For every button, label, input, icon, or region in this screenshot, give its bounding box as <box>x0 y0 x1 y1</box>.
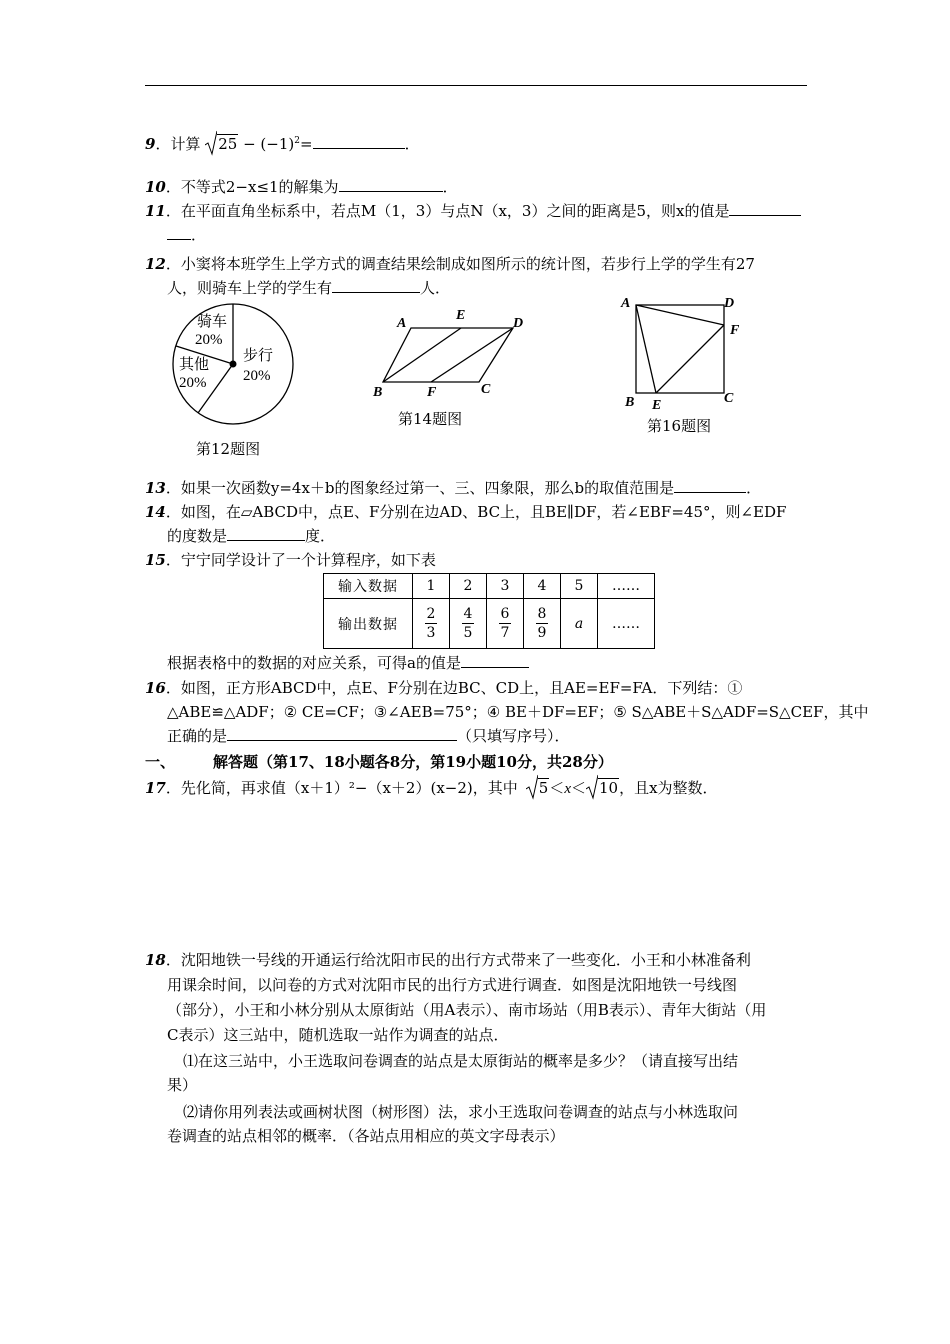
parallelogram-abcd <box>383 328 513 382</box>
parallelogram-figure <box>365 303 540 401</box>
fraction: $\frac{8}{9}$ <box>537 606 547 641</box>
answer-blank[interactable] <box>313 134 405 149</box>
question-11: 11．在平面直角坐标系中，若点M（1，3）与点N（x，3）之间的距离是5，则x的值是 <box>145 200 801 222</box>
question-18-part2: ⑵请你用列表法或画树状图（树形图）法，求小王选取问卷调查的站点与小林选取问 <box>183 1103 739 1121</box>
table-row: 输入数据 1 2 3 4 5 …… <box>324 574 655 599</box>
question-12: 12．小窦将本班学生上学方式的调查结果绘制成如图所示的统计图，若步行上学的学生有27 <box>145 255 755 273</box>
square-abcd <box>636 305 724 393</box>
question-10: 10．不等式2−x≤1的解集为 ． <box>145 178 458 196</box>
question-14-cont: 的度数是 度． <box>167 527 336 545</box>
question-16: 16．如图，正方形ABCD中，点E、F分别在边BC、CD上，且AE=EF=FA．下列结：① <box>145 679 743 697</box>
answer-blank[interactable] <box>339 177 443 192</box>
question-15: 15．宁宁同学设计了一个计算程序，如下表 <box>145 551 436 569</box>
io-table <box>323 573 655 649</box>
pie-pct-walk: 20% <box>243 368 271 384</box>
pie-label-other: 其他 <box>179 355 210 373</box>
question-13: 13．如果一次函数y=4x＋b的图象经过第一、三、四象限，那么b的取值范围是 ． <box>145 479 762 497</box>
pie-chart <box>163 302 305 426</box>
question-11-cont: ． <box>167 224 206 246</box>
label-b: B <box>373 385 383 400</box>
label-a: A <box>621 296 631 311</box>
question-18-line3: （部分），小王和小林分别从太原街站（用A表示）、南市场站（用B表示）、青年大街站（用 <box>167 1001 767 1019</box>
question-18-line4: C表示）这三站中，随机选取一站作为调查的站点． <box>167 1026 509 1044</box>
label-c: C <box>724 391 734 406</box>
answer-blank[interactable] <box>674 478 746 493</box>
sqrt-condition: 5 <box>526 777 550 799</box>
question-18-part1: ⑴在这三站中，小王选取问卷调查的站点是太原街站的概率是多少？（请直接写出结 <box>183 1052 739 1070</box>
segment-df <box>431 328 513 382</box>
answer-blank[interactable] <box>729 201 801 216</box>
fraction: $\frac{6}{7}$ <box>500 606 510 641</box>
question-17: 17．先化简，再求值（x＋1）²−（x＋2）(x−2)，其中 5＜x＜ 10，且x为整数． <box>145 777 718 800</box>
answer-blank[interactable] <box>227 726 457 741</box>
caption-fig16: 第16题图 <box>647 417 712 435</box>
segment-ae <box>636 305 656 393</box>
label-a: A <box>397 316 407 331</box>
pie-label-walk: 步行 <box>243 346 274 364</box>
question-18: 18．沈阳地铁一号线的开通运行给沈阳市民的出行方式带来了一些变化．小王和小林准备利 <box>145 951 751 969</box>
label-f: F <box>427 385 437 400</box>
label-d: D <box>724 296 735 311</box>
table-row: 输出数据 $\frac{2}{3}$ $\frac{4}{5}$ $\frac{6}{7}$ $\frac{8}{9}$ a …… <box>324 599 655 649</box>
caption-fig14: 第14题图 <box>398 410 463 428</box>
label-c: C <box>481 382 491 397</box>
pie-label-bike: 骑车 <box>197 312 228 330</box>
pie-pct-other: 20% <box>179 375 207 391</box>
answer-blank[interactable] <box>461 653 529 668</box>
question-12-cont: 人，则骑车上学的学生有 人． <box>167 279 451 297</box>
question-16-cont: △ABE≌△ADF；② CE=CF；③∠AEB=75°；④ BE＋DF=EF；⑤ S△ABE＋S△ADF=S△CEF，其中 <box>167 703 869 721</box>
question-18-part2-cont: 卷调查的站点相邻的概率．（各站点用相应的英文字母表示） <box>167 1127 565 1145</box>
pie-pct-bike: 20% <box>195 332 223 348</box>
question-16-cont2: 正确的是 （只填写序号）． <box>167 727 570 745</box>
sqrt-expression: 25 <box>205 133 238 155</box>
label-d: D <box>513 316 524 331</box>
section-heading: 一、 解答题（第17、18小题各8分，第19小题10分，共28分） <box>145 753 613 771</box>
label-e: E <box>456 308 466 323</box>
question-9: 9．计算 $25 - (-1)^2=$ ． <box>145 130 420 155</box>
answer-blank[interactable] <box>227 526 305 541</box>
header-rule <box>145 85 807 86</box>
label-e: E <box>652 398 662 413</box>
segment-af <box>636 305 724 325</box>
segment-ef <box>656 325 724 393</box>
caption-fig12: 第12题图 <box>196 440 261 458</box>
pie-center-dot <box>230 361 237 368</box>
fraction: $\frac{2}{3}$ <box>426 606 436 641</box>
answer-blank[interactable] <box>332 278 420 293</box>
question-18-line2: 用课余时间，以问卷的方式对沈阳市民的出行方式进行调查．如图是沈阳地铁一号线图 <box>167 976 738 994</box>
label-f: F <box>730 323 740 338</box>
square-figure <box>618 292 748 414</box>
fraction: $\frac{4}{5}$ <box>463 606 473 641</box>
label-b: B <box>625 395 635 410</box>
question-18-part1-cont: 果） <box>167 1076 198 1094</box>
question-14: 14．如图，在▱ABCD中，点E、F分别在边AD、BC上，且BE∥DF，若∠EBF=45°，则∠EDF <box>145 503 787 521</box>
segment-be <box>383 328 461 382</box>
question-15-answer: 根据表格中的数据的对应关系，可得a的值是 <box>167 652 529 674</box>
